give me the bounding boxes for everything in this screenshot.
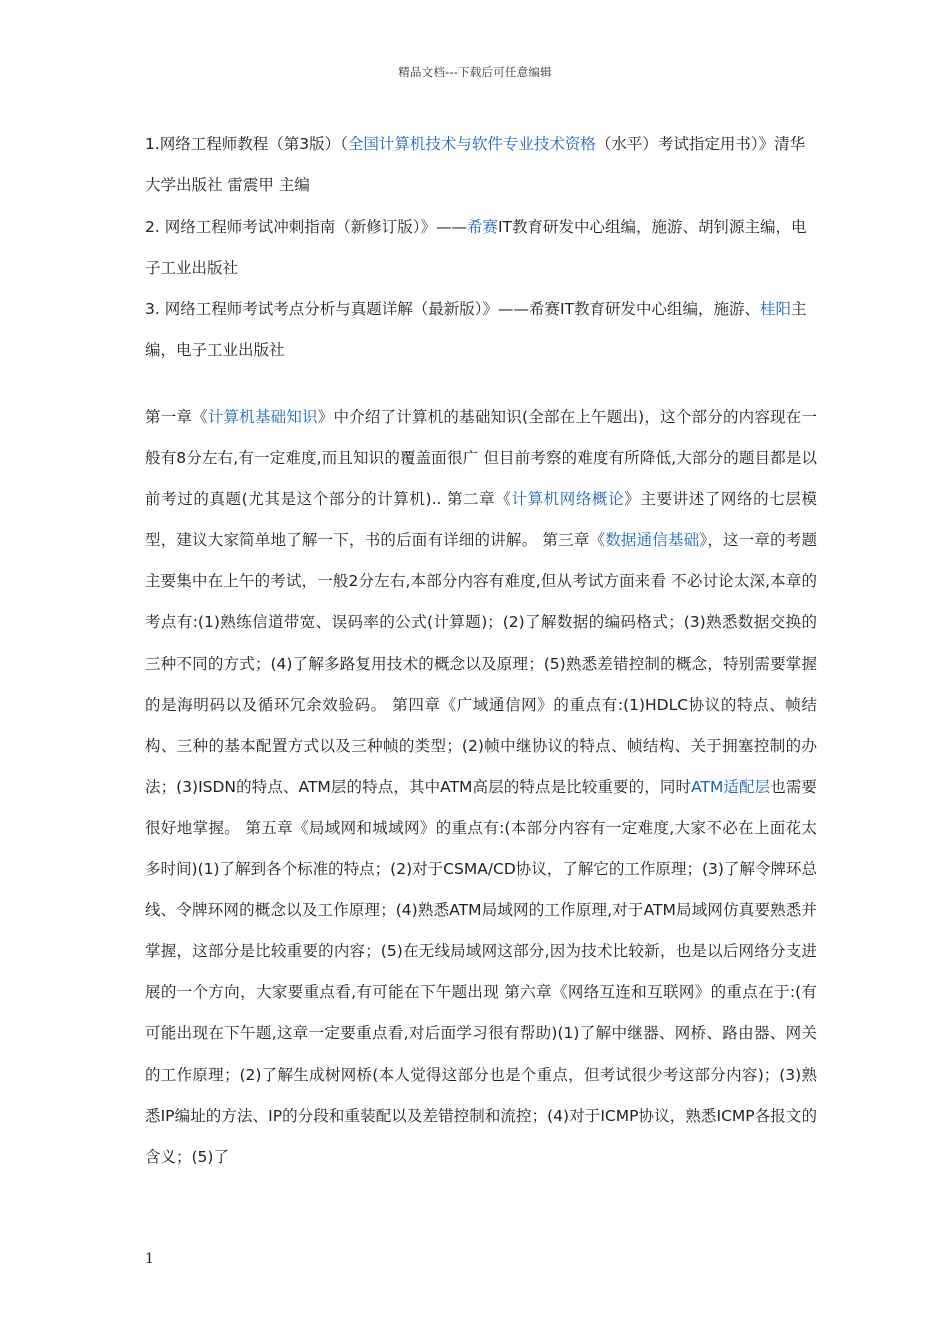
chapter-link[interactable]: 计算机网络概论 <box>511 490 625 509</box>
reference-link[interactable]: 桂阳 <box>760 300 792 319</box>
chapter-overview-paragraph: 第一章《计算机基础知识》中介绍了计算机的基础知识(全部在上午题出)，这个部分的内容现在一般有8分左右,有一定难度,而且知识的覆盖面很广 但目前考察的难度有所降低,大部分的题目都是以前考过的真题(尤其是这个部分的计算机).. 第二章《计算机网络概论》主要讲述了网络的七层模型，建议大家简单地了解一下，书的后面有详细的讲解。 第三章《数据通信基础》，这一章的考题主要集中在上午的考试，一般2分左右,本部分内容有难度,但从考试方面来看 不必讨论太深,本章的考点有:(1)熟练信道带宽、误码率的公式(计算题)；(2)了解数据的编码格式；(3)熟悉数据交换的三种不同的方式；(4)了解多路复用技术的概念以及原理；(5)熟悉差错控制的概念，特别需要掌握的是海明码以及循环冗余效验码。 第四章《广域通信网》的重点有:(1)HDLC协议的特点、帧结构、三种的基本配置方式以及三种帧的类型；(2)帧中继协议的特点、帧结构、关于拥塞控制的办法；(3)ISDN的特点、ATM层的特点，其中ATM高层的特点是比较重要的，同时ATM适配层也需要很好地掌握。 第五章《局域网和城域网》的重点有:(本部分内容有一定难度,大家不必在上面花太多时间)(1)了解到各个标准的特点；(2)对于CSMA/CD协议，了解它的工作原理；(3)了解令牌环总线、令牌环网的概念以及工作原理；(4)熟悉ATM局域网的工作原理,对于ATM局域网仿真要熟悉并掌握，这部分是比较重要的内容；(5)在无线局域网这部分,因为技术比较新，也是以后网络分支进展的一个方向，大家要重点看,有可能在下午题出现 第六章《网络互连和互联网》的重点在于:(有可能出现在下午题,这章一定要重点看,对后面学习很有帮助)(1)了解中继器、网桥、路由器、网关的工作原理；(2)了解生成树网桥(本人觉得这部分也是个重点，但考试很少考这部分内容)；(3)熟悉IP编址的方法、IP的分段和重装配以及差错控制和流控；(4)对于ICMP协议，熟悉ICMP各报文的含义；(5)了 <box>145 408 817 1166</box>
page-number: 1 <box>145 1251 154 1267</box>
reference-list <box>145 124 817 372</box>
chapter-link[interactable]: 数据通信基础 <box>605 531 700 550</box>
chapter-link[interactable]: 计算机基础知识 <box>207 408 318 426</box>
term-link[interactable]: ATM适配层 <box>691 777 771 796</box>
page-header: 精品文档---下载后可任意编辑 <box>398 65 552 79</box>
reference-item: 2. 网络工程师考试冲刺指南（新修订版）》——希赛IT教育研发中心组编，施游、胡钊源主编，电子工业出版社 <box>145 217 807 277</box>
reference-link[interactable]: 希赛 <box>466 217 498 236</box>
reference-item: 1.网络工程师教程（第3版）（全国计算机技术与软件专业技术资格（水平）考试指定用书）》清华大学出版社 雷震甲 主编 <box>145 135 806 195</box>
reference-item: 3. 网络工程师考试考点分析与真题详解（最新版）》——希赛IT教育研发中心组编，施游、桂阳主编，电子工业出版社 <box>145 300 807 360</box>
reference-link[interactable]: 全国计算机技术与软件专业技术资格 <box>347 135 596 153</box>
